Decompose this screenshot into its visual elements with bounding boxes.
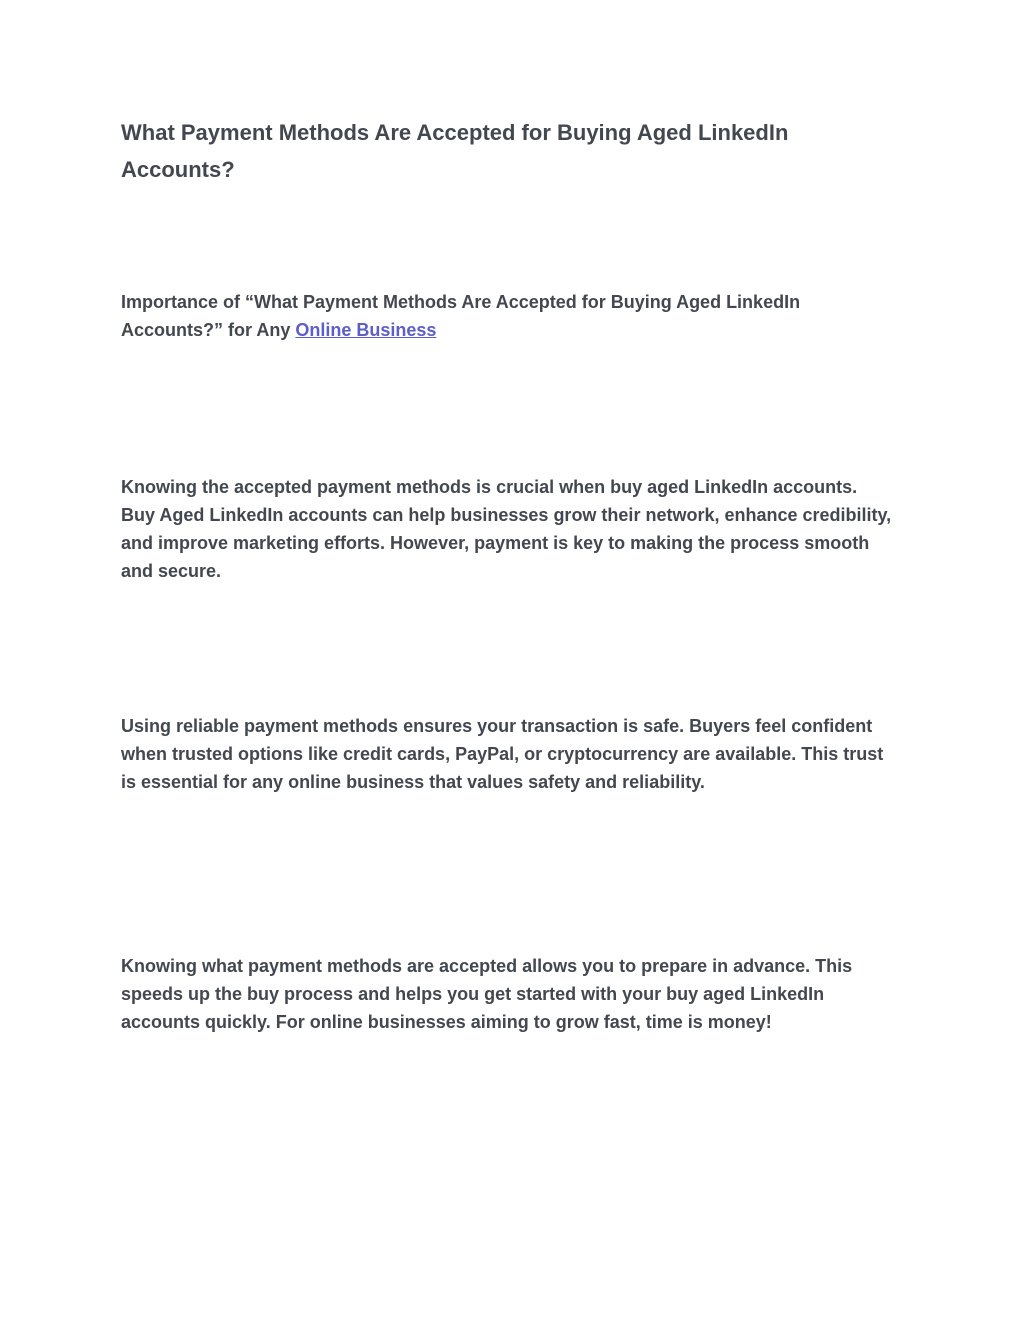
paragraph-reliable-methods: Using reliable payment methods ensures your transaction is safe. Buyers feel confident when trusted options like credit cards, PayPal, or cryptocurrency are available. This trust is essential for any online business that values safety and reliability. bbox=[121, 716, 884, 792]
document-title: What Payment Methods Are Accepted for Buying Aged LinkedIn Accounts? bbox=[121, 120, 789, 182]
section-heading bbox=[121, 288, 861, 344]
paragraph-prepare-advance: Knowing what payment methods are accepted allows you to prepare in advance. This speeds up the buy process and helps you get started with your buy aged LinkedIn accounts quickly. For online businesses aiming to grow fast, time is money! bbox=[121, 956, 853, 1032]
paragraph-accepted-methods: Knowing the accepted payment methods is crucial when buy aged LinkedIn accounts. Buy Aged LinkedIn accounts can help businesses grow their network, enhance credibility, and improve marketing efforts. However, payment is key to making the process smooth and secure. bbox=[121, 477, 892, 581]
online-business-link[interactable]: Online Business bbox=[295, 320, 437, 340]
section-heading-text: Importance of “What Payment Methods Are Accepted for Buying Aged LinkedIn Accounts?” for Any bbox=[121, 292, 801, 340]
